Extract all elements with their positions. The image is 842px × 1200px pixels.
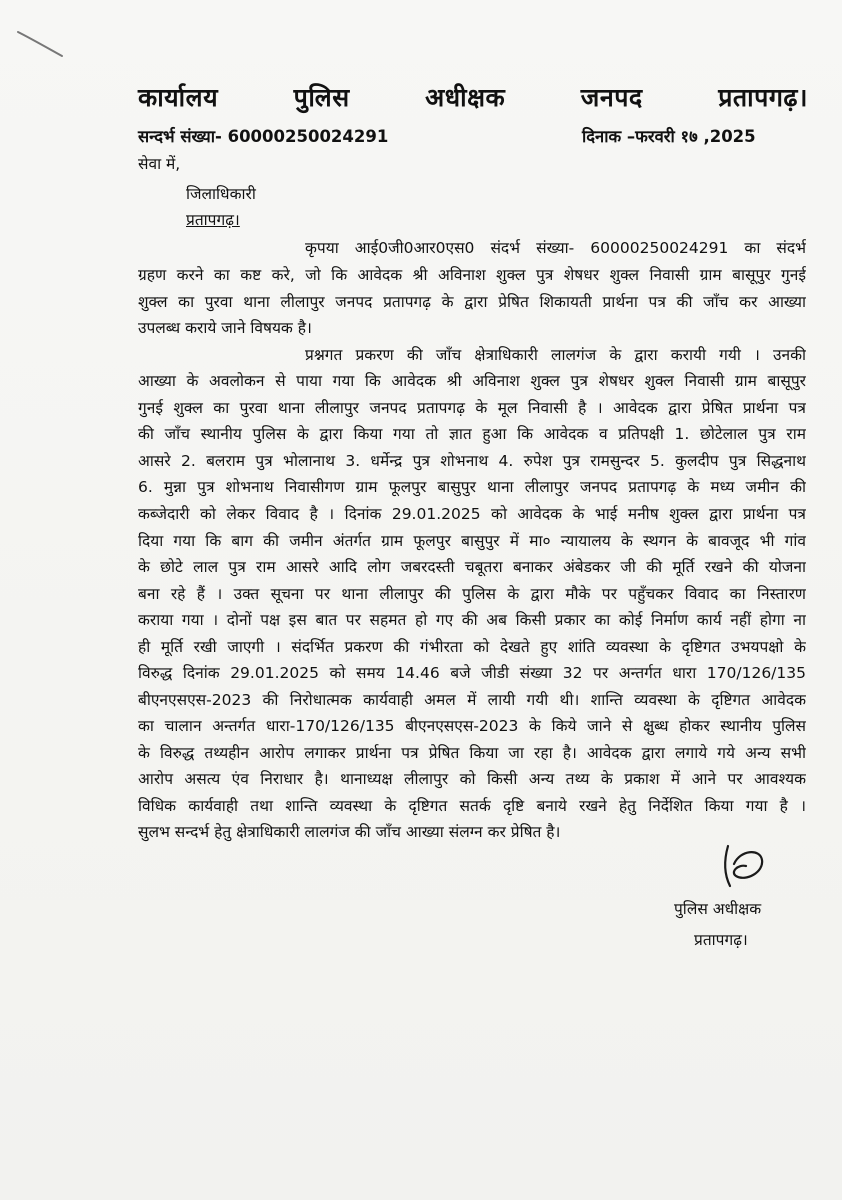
para2-line-6: 6. मुन्ना पुत्र शोभनाथ निवासीगण ग्राम फूलपुर बासुपुर थाना लीलापुर जनपद प्रतापगढ़ के मध्य जमीन की (138, 478, 806, 496)
para2-line-15: का चालान अन्तर्गत धारा-170/126/135 बीएनएसएस-2023 के किये जाने से क्षुब्ध होकर स्थानीय पुलिस (138, 717, 806, 735)
para2-line-14: बीएनएसएस-2023 की निरोधात्मक कार्यवाही अमल में लायी गयी थी। शान्ति व्यवस्था के दृष्टिगत आवेदक (138, 691, 806, 709)
heading-word-police: पुलिस (293, 83, 350, 112)
para1-line-2: ग्रहण करने का कष्ट करे, जो कि आवेदक श्री अविनाश शुक्ल पुत्र शेषधर शुक्ल निवासी ग्राम बासूपुर गुनई (138, 266, 806, 284)
para1-line-1: कृपया आई0जी0आर0एस0 संदर्भ संख्या- 60000250024291 का संदर्भ (305, 239, 806, 257)
para2-line-5: आसरे 2. बलराम पुत्र भोलानाथ 3. धर्मेन्द्र पुत्र शोभनाथ 4. रुपेश पुत्र रामसुन्दर 5. कुलदीप पुत्र सिद्धनाथ (138, 452, 806, 470)
para2-line-9: के छोटे लाल पुत्र राम आसरे आदि लोग जबरदस्ती चबूतरा बनाकर अंबेडकर जी की मूर्ति रखने की योजना (138, 558, 806, 576)
signatory-designation: पुलिस अधीक्षक (674, 900, 762, 918)
para2-line-13: विरुद्ध दिनांक 29.01.2025 को समय 14.46 बजे जीडी संख्या 32 पर अन्तर्गत धारा 170/126/135 (138, 664, 806, 682)
salutation: सेवा में, (138, 155, 181, 173)
signatory-place: प्रतापगढ़। (694, 931, 748, 949)
heading-word-district: जनपद (580, 83, 643, 112)
para2-line-19: सुलभ सन्दर्भ हेतु क्षेत्राधिकारी लालगंज की जाँच आख्या संलग्न कर प्रेषित है। (138, 823, 561, 841)
para2-line-8: दिया गया कि बाग की जमीन अंतर्गत ग्राम फूलपुर बासुपुर में मा० न्यायालय के स्थगन के बावजूद भी गांव (138, 532, 806, 550)
para2-line-18: विधिक कार्यवाही तथा शान्ति व्यवस्था के दृष्टिगत सतर्क दृष्टि बनाये रखने हेतु निर्देशित किया गया है । (138, 797, 806, 815)
para2-line-16: के विरुद्ध तथ्यहीन आरोप लगाकर प्रार्थना पत्र प्रेषित किया जा रहा है। आवेदक द्वारा लगाये गये अन्य सभी (138, 744, 806, 762)
reference-number: सन्दर्भ संख्या- 60000250024291 (138, 127, 389, 146)
handwritten-signature (716, 842, 776, 890)
para2-line-17: आरोप असत्य एंव निराधार है। थानाध्यक्ष लीलापुर को किसी अन्य तथ्य के प्रकाश में आने पर आवश्यक (138, 770, 806, 788)
para2-line-7: कब्जेदारी को लेकर विवाद है । दिनांक 29.01.2025 को आवेदक के भाई मनीष शुक्ल द्वारा प्रार्थना पत्र (138, 505, 806, 523)
para1-line-4: उपलब्ध कराये जाने विषयक है। (138, 319, 312, 337)
para2-line-1: प्रश्नगत प्रकरण की जाँच क्षेत्राधिकारी लालगंज के द्वारा करायी गयी । उनकी (305, 346, 806, 364)
heading-word-superintendent: अधीक्षक (425, 83, 506, 112)
para2-line-11: कराया गया । दोनों पक्ष इस बात पर सहमत हो गए की अब किसी प्रकार का कोई निर्माण कार्य नहीं होगा ना (138, 611, 806, 629)
pen-stroke-mark (16, 28, 66, 58)
para2-line-10: बना रहे हैं । उक्त सूचना पर थाना लीलापुर की पुलिस के द्वारा मौके पर पहुँचकर विवाद का निस्तारण (138, 585, 806, 603)
heading-word-office: कार्यालय (138, 83, 219, 112)
letter-date: दिनाक –फरवरी १७ ,2025 (582, 127, 756, 146)
recipient-title: जिलाधिकारी (186, 185, 256, 203)
para1-line-3: शुक्ल का पुरवा थाना लीलापुर जनपद प्रतापगढ़ के द्वारा प्रेषित शिकायती प्रार्थना पत्र की जाँच कर आख्या (138, 293, 806, 311)
para2-line-2: आख्या के अवलोकन से पाया गया कि आवेदक श्री अविनाश शुक्ल पुत्र शेषधर शुक्ल निवासी ग्राम बासूपुर (138, 372, 806, 390)
para2-line-12: ही मूर्ति रखी जाएगी । संदर्भित प्रकरण की गंभीरता को देखते हुए शांति व्यवस्था के दृष्टिगत उभयपक्षो के (138, 638, 806, 656)
para2-line-4: की जाँच स्थानीय पुलिस के द्वारा किया गया तो ज्ञात हुआ कि आवेदक व प्रतिपक्षी 1. छोटेलाल पुत्र राम (138, 425, 806, 443)
para2-line-3: गुनई शुक्ल का पुरवा थाना लीलापुर जनपद प्रतापगढ़ के मूल निवासी है । आवेदक द्वारा प्रेषित प्रार्थना पत्र (138, 399, 806, 417)
recipient-place: प्रतापगढ़। (186, 211, 240, 229)
office-heading (138, 80, 808, 114)
heading-word-pratapgarh: प्रतापगढ़। (718, 83, 808, 112)
